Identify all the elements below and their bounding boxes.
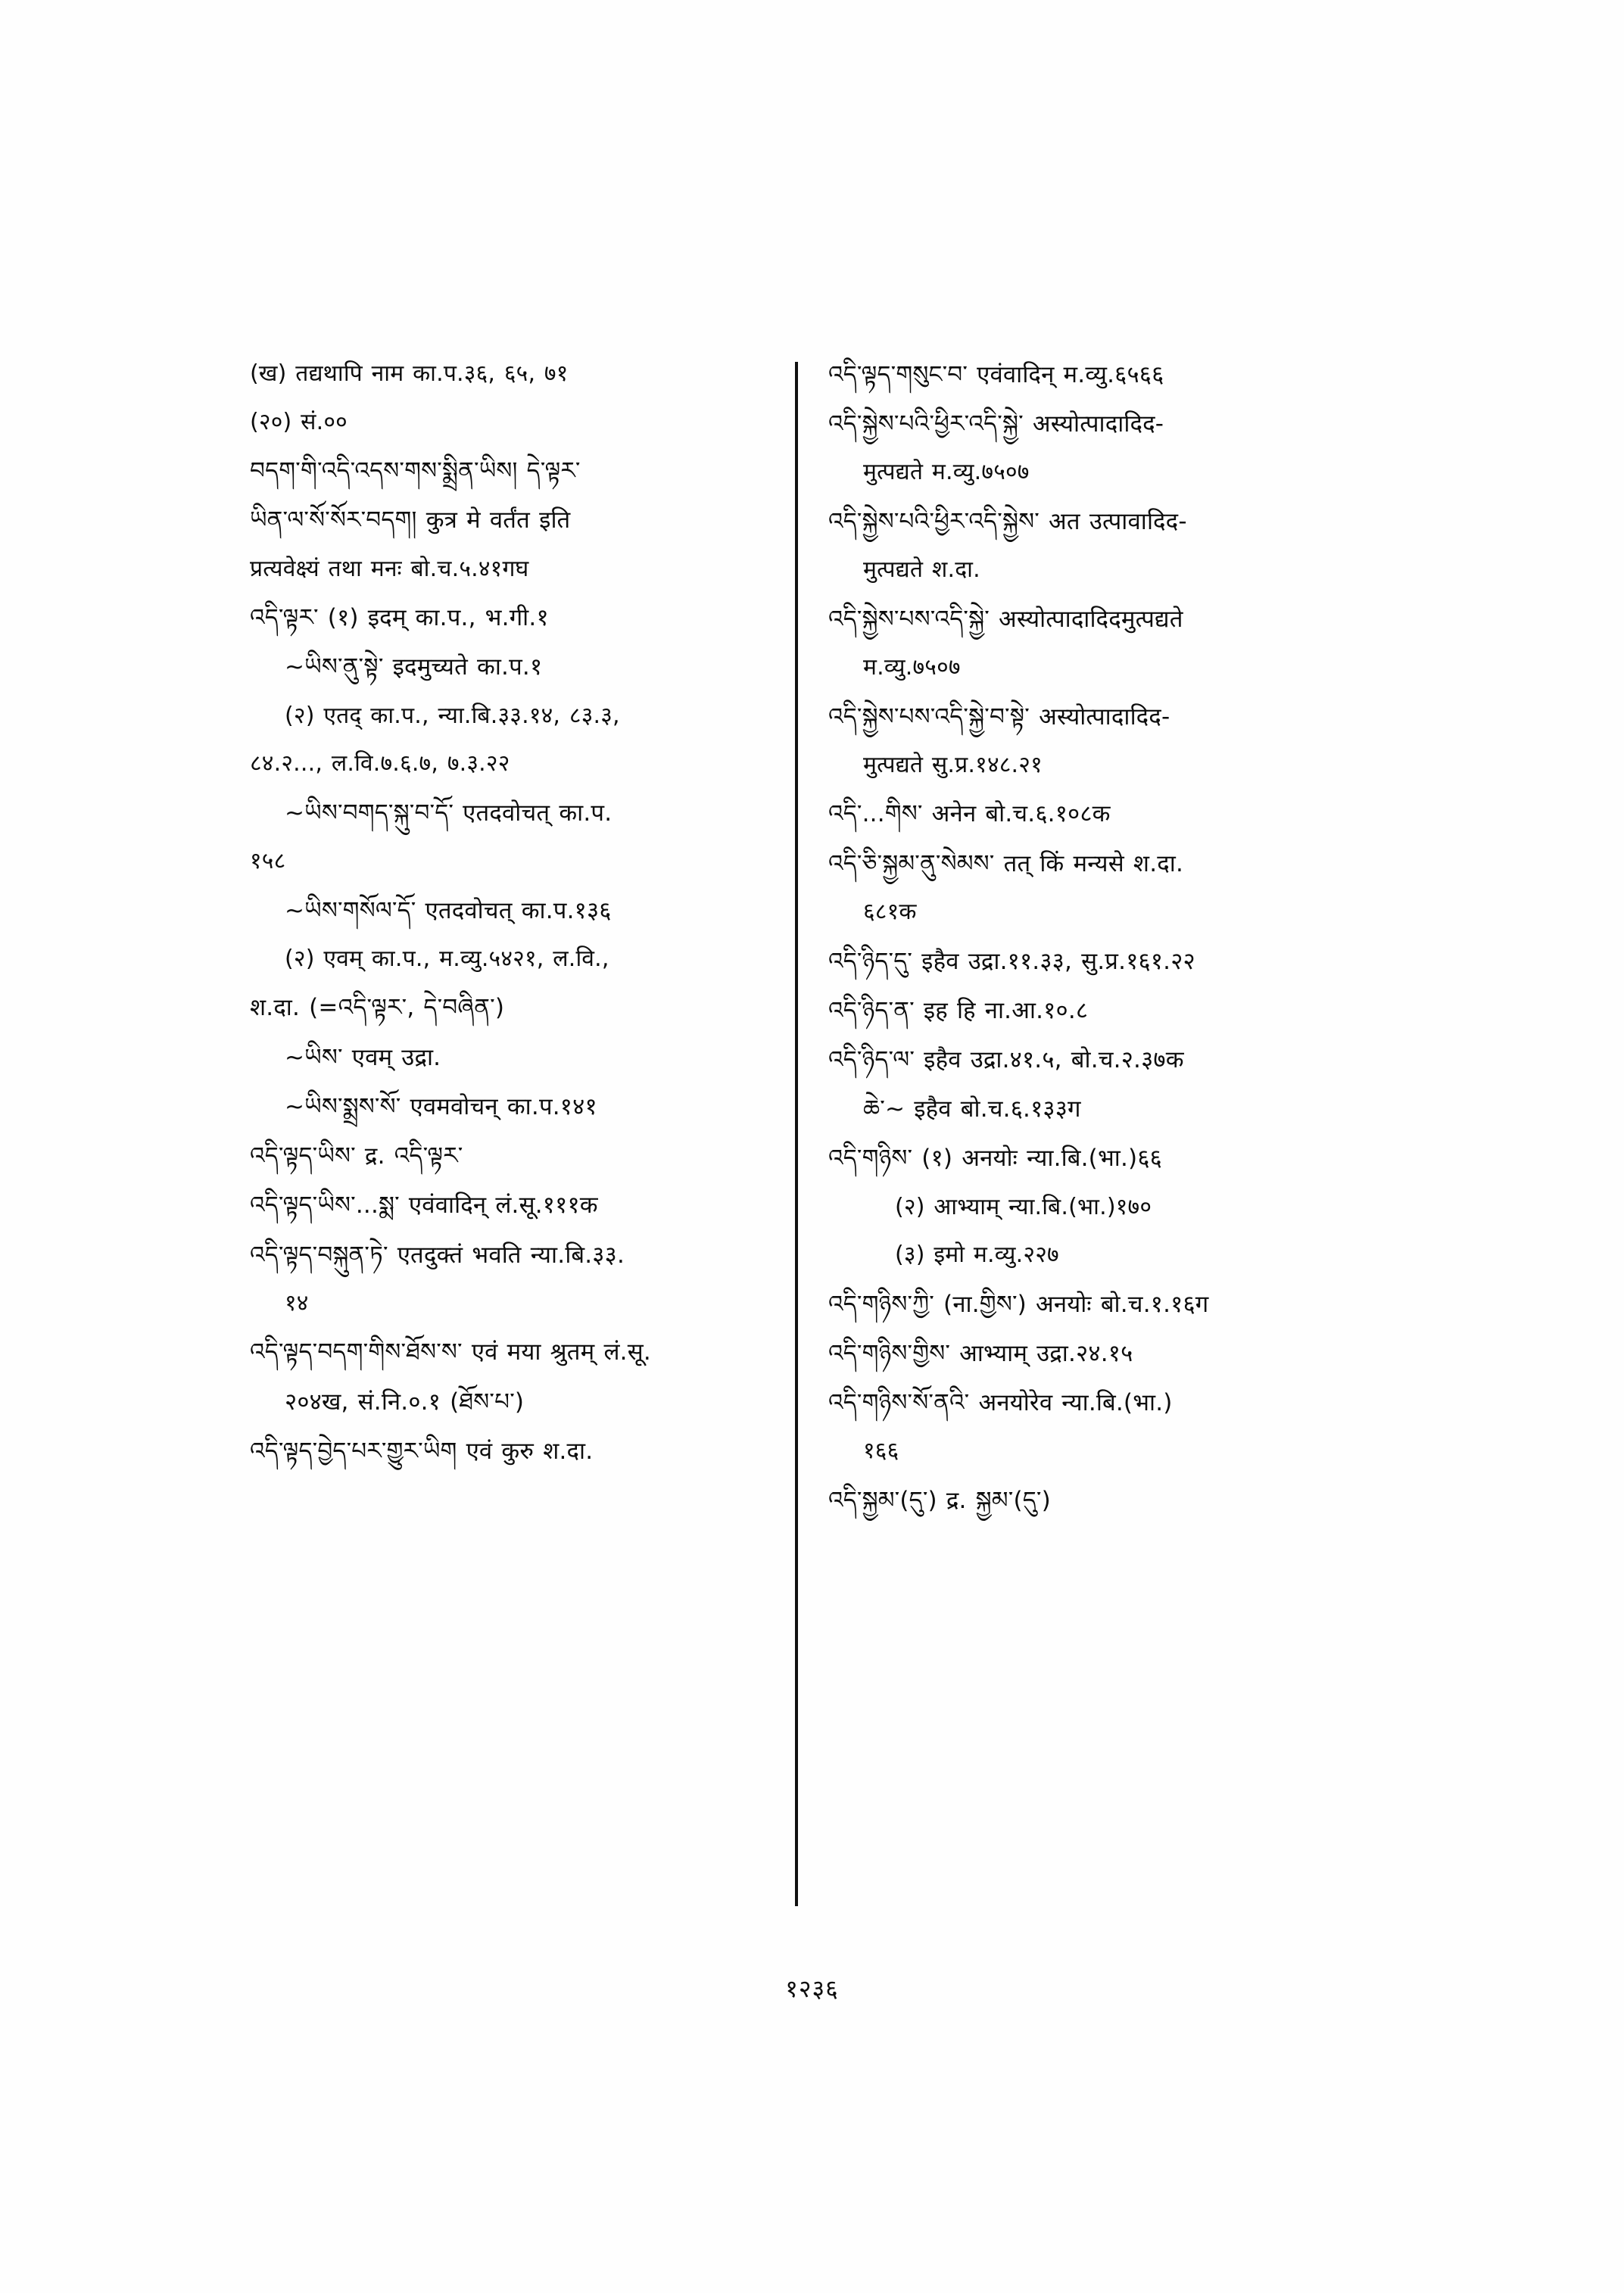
dictionary-headword: འདི་ལྟར་ (१) इदम् का.प., भ.गी.१ xyxy=(250,604,549,632)
dictionary-headword: འདི་སྐྱེས་པས་འདི་སྐྱེ་ अस्योत्पादादिदमुत्पद्यते xyxy=(828,605,1183,633)
dictionary-headword: འདི་ལྟད་བྱེད་པར་གྱུར་ཡིག एवं कुरु श.दा. xyxy=(250,1437,594,1465)
dictionary-continuation: १५८ xyxy=(250,848,286,875)
dictionary-continuation: १६६ xyxy=(863,1438,899,1465)
dictionary-subentry: ~ཡིས་གསོལ་དོ་ एतदवोचत् का.प.१३६ xyxy=(285,896,612,924)
dictionary-continuation: म.व्यु.७५०७ xyxy=(863,654,961,681)
dictionary-subentry: (३) इमो म.व्यु.२२७ xyxy=(895,1242,1059,1269)
dictionary-entry: བདག་གི་འདི་འདས་གས་སྨྲིན་ཡིས། དེ་ལྟར་ xyxy=(250,457,581,485)
dictionary-headword: འདི་ལྟད་ཡིས་ द्र. འདི་ལྟར་ xyxy=(250,1142,463,1170)
dictionary-continuation: ६८१क xyxy=(863,898,917,925)
dictionary-subentry: ~ཡིས་ एवम् उद्रा. xyxy=(285,1043,441,1071)
dictionary-subentry: ~ཡིས་བགད་སྐུ་བ་དོ་ एतदवोचत् का.प. xyxy=(285,799,613,827)
page-number: १२३६ xyxy=(785,1974,839,2003)
dictionary-headword: འདི་ཉིད་ལ་ इहैव उद्रा.४१.५, बो.च.२.३७क xyxy=(828,1045,1184,1073)
column-divider-rule xyxy=(795,362,798,1906)
dictionary-headword: འདི་སྐྱམ་(དུ་) द्र. སྐྱམ་(དུ་) xyxy=(828,1487,1051,1515)
dictionary-entry: प्रत्यवेक्ष्यं तथा मनः बो.च.५.४१गघ xyxy=(250,555,529,582)
dictionary-subentry: (२) एतद् का.प., न्या.बि.३३.१४, ८३.३, xyxy=(285,702,620,729)
dictionary-headword: འདི་ལྟད་ཡིས་...སྨ་ एवंवादिन् लं.सू.१११क xyxy=(250,1192,598,1220)
dictionary-headword: འདི་གཉིས་སོ་ནའི་ अनयोरेव न्या.बि.(भा.) xyxy=(828,1389,1173,1417)
dictionary-headword: འདི་གཉིས་ (१) अनयोः न्या.बि.(भा.)६६ xyxy=(828,1145,1162,1173)
dictionary-continuation: मुत्पद्यते सु.प्र.१४८.२१ xyxy=(863,751,1043,778)
dictionary-headword: འདི་...གིས་ अनेन बो.च.६.१०८क xyxy=(828,800,1111,828)
dictionary-continuation: २०४ख, सं.नि.०.१ (ཐོས་པ་) xyxy=(285,1388,525,1416)
dictionary-entry: (२०) सं.०० xyxy=(250,408,348,435)
dictionary-headword: འདི་སྐྱེས་པའི་ཕྱིར་འདི་སྐྱེ་ अस्योत्पादादिद- xyxy=(828,410,1164,438)
dictionary-continuation: मुत्पद्यते म.व्यु.७५०७ xyxy=(863,459,1030,486)
dictionary-subentry: ཆེ་~ इहैव बो.च.६.१३३ग xyxy=(863,1095,1081,1123)
dictionary-headword: འདི་སྐྱེས་པའི་ཕྱིར་འདི་སྐྱེས་ अत उत्पावादिद- xyxy=(828,508,1187,536)
right-column xyxy=(821,356,1343,1906)
dictionary-continuation: ८४.२..., ल.वि.७.६.७, ७.३.२२ xyxy=(250,750,510,777)
dictionary-continuation: श.दा. (=འདི་ལྟར་, དེ་བཞིན་) xyxy=(250,994,505,1022)
dictionary-headword: འདི་ཉིད་ན་ इह हि ना.आ.१०.८ xyxy=(828,996,1089,1024)
dictionary-headword: འདི་ལྟད་བདག་གིས་ཐོས་ས་ एवं मया श्रुतम् लं.सू. xyxy=(250,1338,651,1366)
dictionary-headword: འདི་གཉིས་གྱིས་ आभ्याम् उद्रा.२४.१५ xyxy=(828,1340,1133,1367)
two-column-body xyxy=(250,356,1370,1906)
dictionary-subentry: (२) आभ्याम् न्या.बि.(भा.)१७० xyxy=(895,1193,1152,1220)
dictionary-headword: འདི་ཉིད་དུ་ इहैव उद्रा.११.३३, सु.प्र.१६१.२२ xyxy=(828,947,1195,975)
left-column xyxy=(250,356,772,1906)
dictionary-headword: འདི་སྐྱེས་པས་འདི་སྐྱེ་བ་སྟེ་ अस्योत्पादादिद- xyxy=(828,703,1170,731)
dictionary-subentry: ~ཡིས་ནུ་སྟེ་ इदमुच्यते का.प.१ xyxy=(285,653,543,681)
dictionary-entry: ཡིན་ལ་སོ་སོར་བདག། कुत्र मे वर्तंत इति xyxy=(250,506,571,534)
dictionary-continuation: १४ xyxy=(285,1289,309,1316)
dictionary-headword: འདི་ཅི་སྐྱམ་ནུ་སེམས་ तत् किं मन्यसे श.दा. xyxy=(828,849,1184,877)
dictionary-headword: འདི་ལྟད་བསྐུན་ཏེ་ एतदुक्तं भवति न्या.बि.३३. xyxy=(250,1241,625,1269)
dictionary-subentry: (२) एवम् का.प., म.व्यु.५४२१, ल.वि., xyxy=(285,945,609,972)
dictionary-entry: (ख) तद्यथापि नाम का.प.३६, ६५, ७१ xyxy=(250,360,569,387)
dictionary-continuation: मुत्पद्यते श.दा. xyxy=(863,556,980,584)
dictionary-headword: འདི་ལྟད་གསུང་བ་ एवंवादिन् म.व्यु.६५६६ xyxy=(828,361,1164,388)
dictionary-subentry: ~ཡིས་སྨྲས་སོ་ एवमवोचन् का.प.१४१ xyxy=(285,1092,597,1120)
dictionary-headword: འདི་གཉིས་ཀྱི་ (ना.གྱིས་) अनयोः बो.च.१.१६ग xyxy=(828,1290,1209,1318)
